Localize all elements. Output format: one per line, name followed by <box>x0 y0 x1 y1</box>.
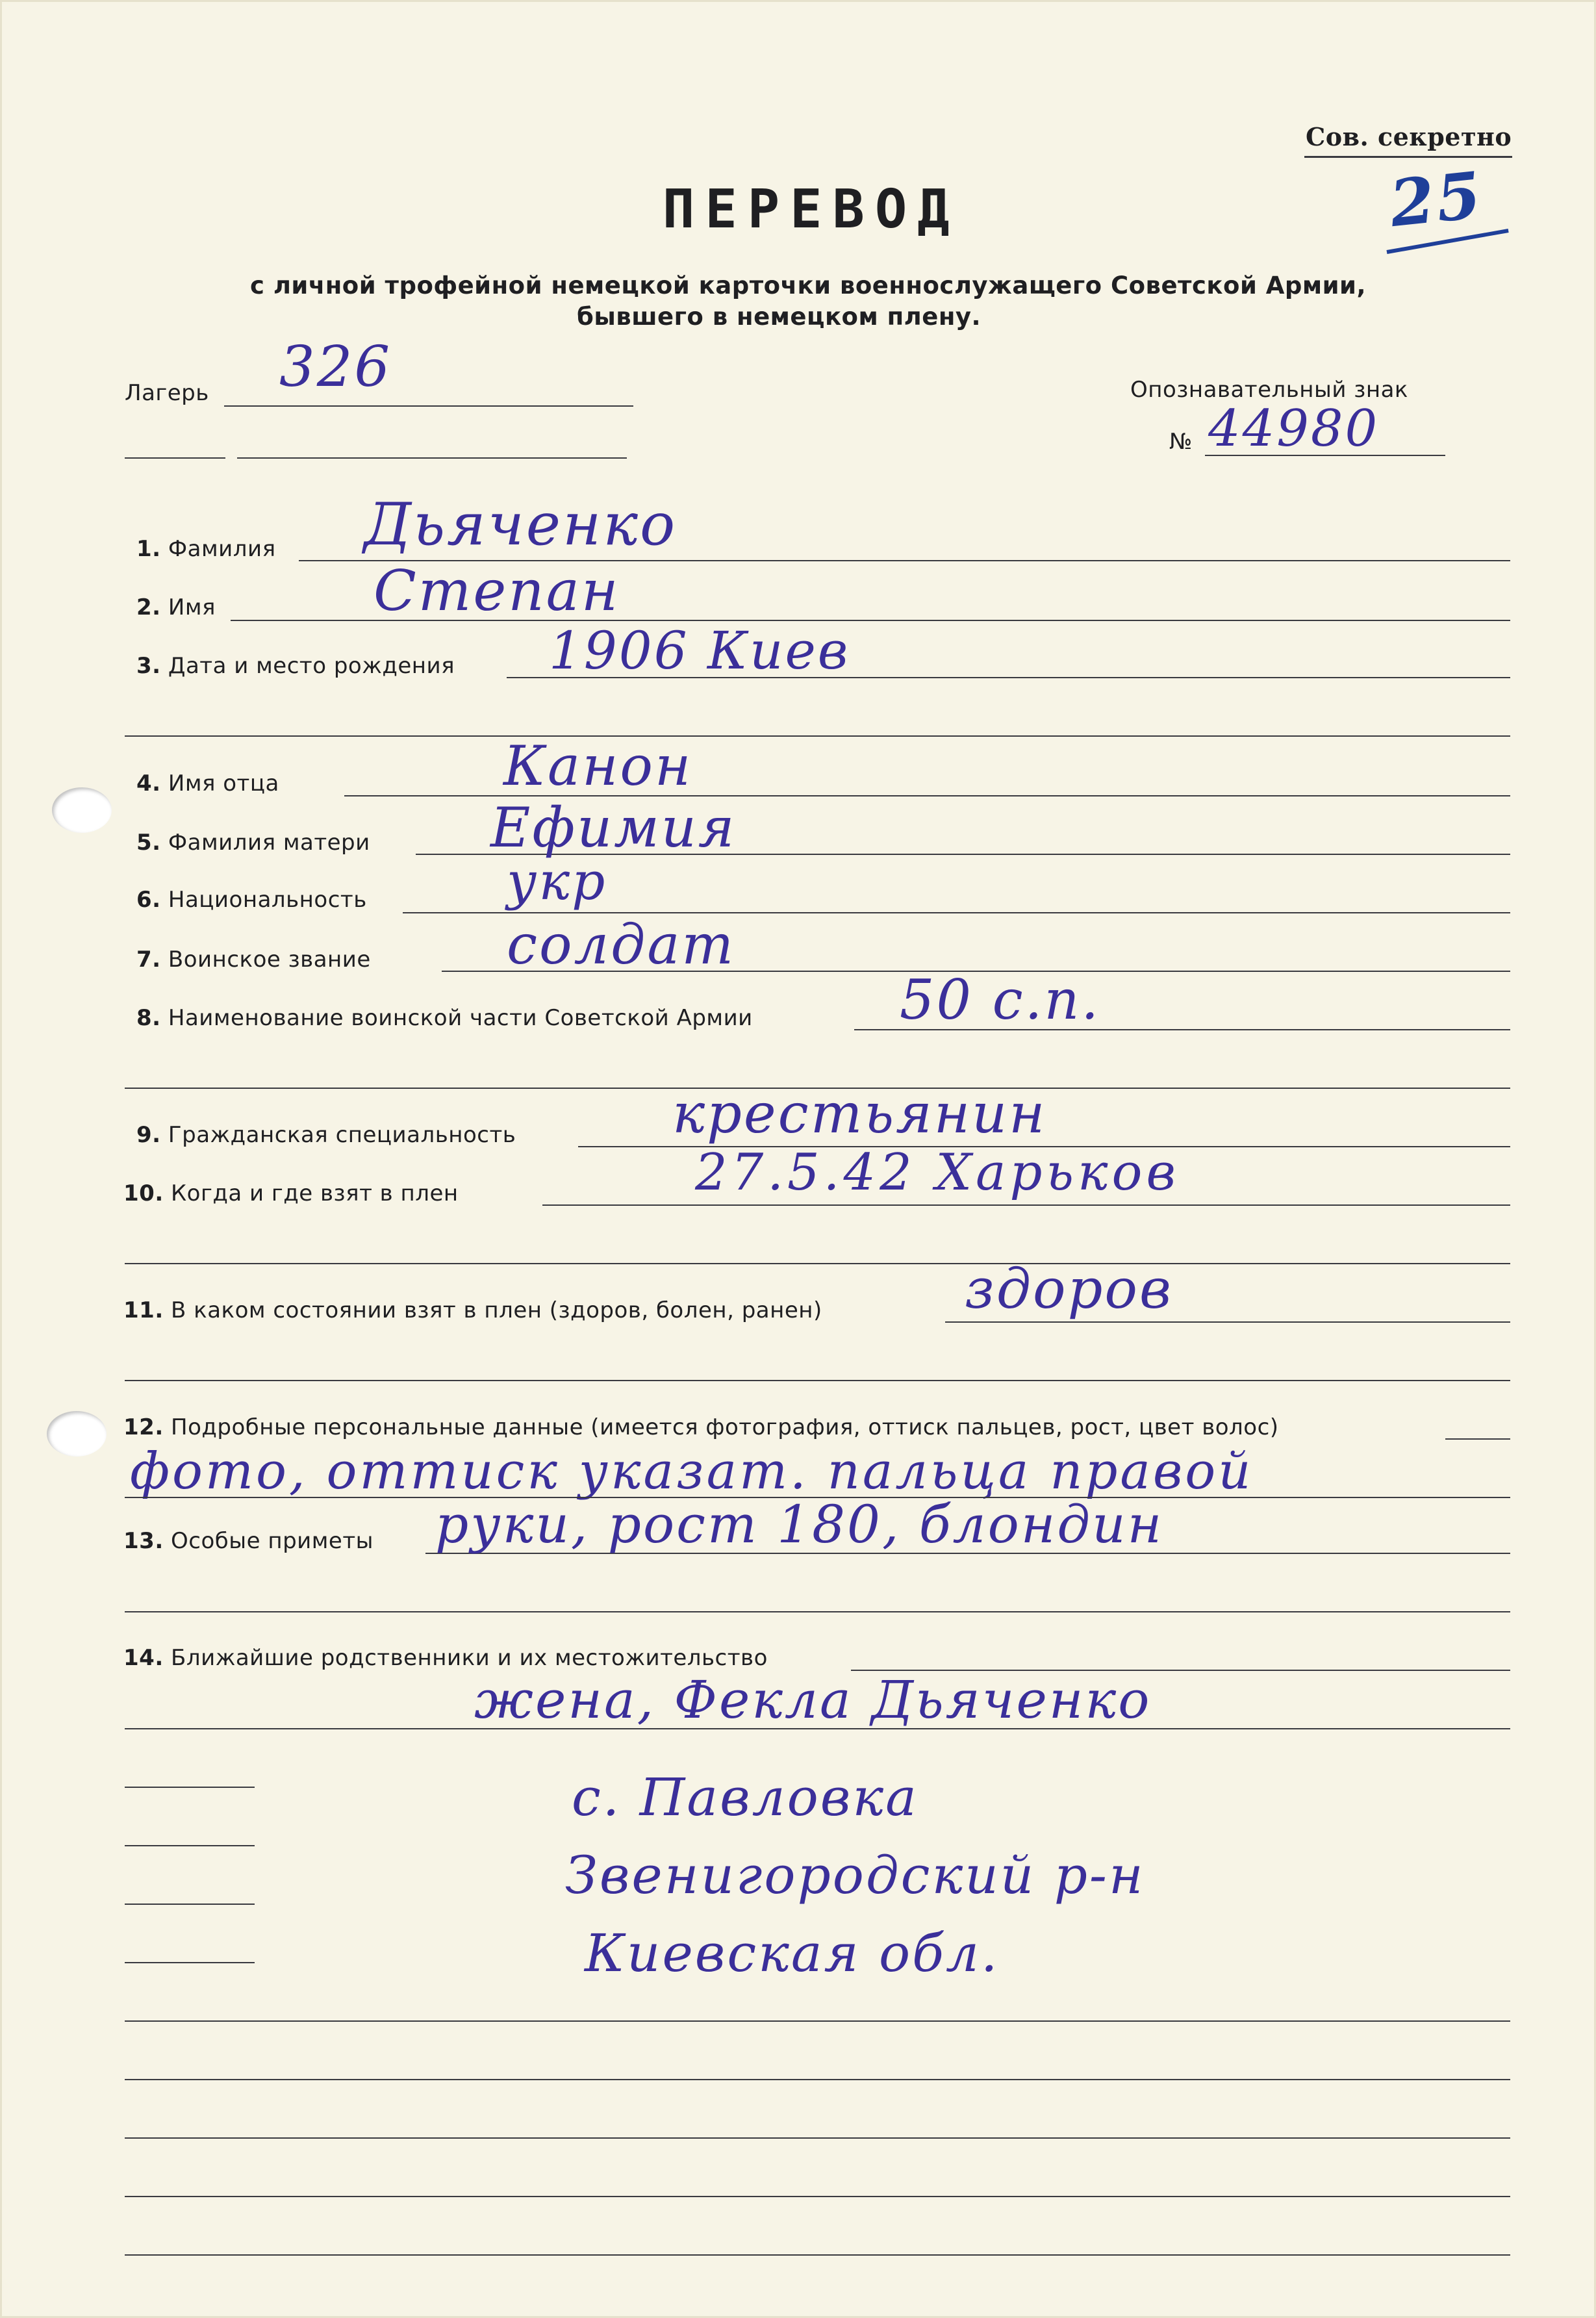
field-14-line-6 <box>125 1962 255 1963</box>
field-3-value: 1906 Киев <box>549 620 850 681</box>
camp-line <box>224 405 633 407</box>
field-14-label: 14. Ближайшие родственники и их местожительство <box>123 1645 768 1671</box>
field-6-value: укр <box>507 851 607 911</box>
id-tag-label: Опознавательный знак <box>1130 377 1408 403</box>
field-11-label: 11. В каком состоянии взят в плен (здоров, болен, ранен) <box>123 1297 822 1323</box>
field-3-line-2 <box>125 735 1510 737</box>
field-8-label: 8. Наименование воинской части Советской Армии <box>136 1005 753 1031</box>
document-number: 25 <box>1386 157 1487 242</box>
field-5-label: 5. Фамилия матери <box>136 830 370 856</box>
field-14-line-4 <box>125 1845 255 1846</box>
field-13-line-2 <box>125 1611 1510 1612</box>
field-10-value: 27.5.42 Харьков <box>695 1143 1180 1202</box>
field-9-label: 9. Гражданская специальность <box>136 1122 516 1148</box>
punch-hole-bottom <box>47 1411 107 1457</box>
field-14-line-9 <box>125 2137 1510 2139</box>
camp-line-2 <box>125 457 225 459</box>
field-1-label: 1. Фамилия <box>136 536 276 562</box>
field-14-line-5 <box>125 1904 255 1905</box>
field-9-value: крестьянин <box>672 1082 1047 1145</box>
field-8-value: 50 с.п. <box>900 968 1101 1032</box>
subtitle-line-1: с личной трофейной немецкой карточки военнослужащего Советской Армии, <box>250 272 1367 299</box>
camp-value: 326 <box>279 335 392 400</box>
field-5-value: Ефимия <box>490 796 737 860</box>
field-7-value: солдат <box>507 913 736 976</box>
field-6-label: 6. Национальность <box>136 887 367 913</box>
field-2-label: 2. Имя <box>136 594 216 620</box>
field-1-value: Дьяченко <box>364 490 678 559</box>
field-10-line <box>542 1204 1510 1206</box>
camp-line-3 <box>237 457 627 459</box>
relative-line-1: жена, Фекла Дьяченко <box>474 1670 1152 1730</box>
id-tag-no-label: № <box>1169 429 1193 455</box>
field-3-label: 3. Дата и место рождения <box>136 653 455 679</box>
field-10-label: 10. Когда и где взят в плен <box>123 1180 459 1206</box>
field-4-label: 4. Имя отца <box>136 771 279 796</box>
page-title: ПЕРЕВОД <box>663 179 960 240</box>
field-11-line <box>945 1321 1510 1323</box>
field-13-label: 13. Особые приметы <box>123 1528 374 1554</box>
id-tag-value: 44980 <box>1208 400 1380 458</box>
classification-underline <box>1304 156 1512 158</box>
field-11-value: здоров <box>965 1257 1173 1321</box>
field-12-label: 12. Подробные персональные данные (имеется фотография, оттиск пальцев, рост, цвет волос) <box>123 1414 1279 1440</box>
field-12-value: фото, оттиск указат. пальца правой <box>130 1442 1254 1501</box>
field-11-line-2 <box>125 1380 1510 1381</box>
punch-hole-top <box>52 787 112 833</box>
field-12-line <box>1445 1438 1510 1440</box>
field-7-label: 7. Воинское звание <box>136 947 371 973</box>
relative-line-3: Звенигородский р-н <box>565 1845 1145 1905</box>
field-14-line-7 <box>125 2020 1510 2022</box>
field-14-line-8 <box>125 2079 1510 2080</box>
classification-label: Сов. секретно <box>1306 122 1512 151</box>
field-14-line-11 <box>125 2254 1510 2256</box>
field-13-value: руки, рост 180, блондин <box>435 1494 1164 1555</box>
field-2-value: Степан <box>374 559 620 624</box>
field-14-line-10 <box>125 2196 1510 2197</box>
field-10-line-2 <box>125 1263 1510 1264</box>
camp-label: Лагерь <box>125 380 209 406</box>
field-4-value: Канон <box>503 734 693 798</box>
field-14-line-3 <box>125 1787 255 1788</box>
subtitle-line-2: бывшего в немецком плену. <box>577 303 982 331</box>
relative-line-2: с. Павловка <box>572 1767 918 1828</box>
relative-line-4: Киевская обл. <box>585 1923 1000 1983</box>
